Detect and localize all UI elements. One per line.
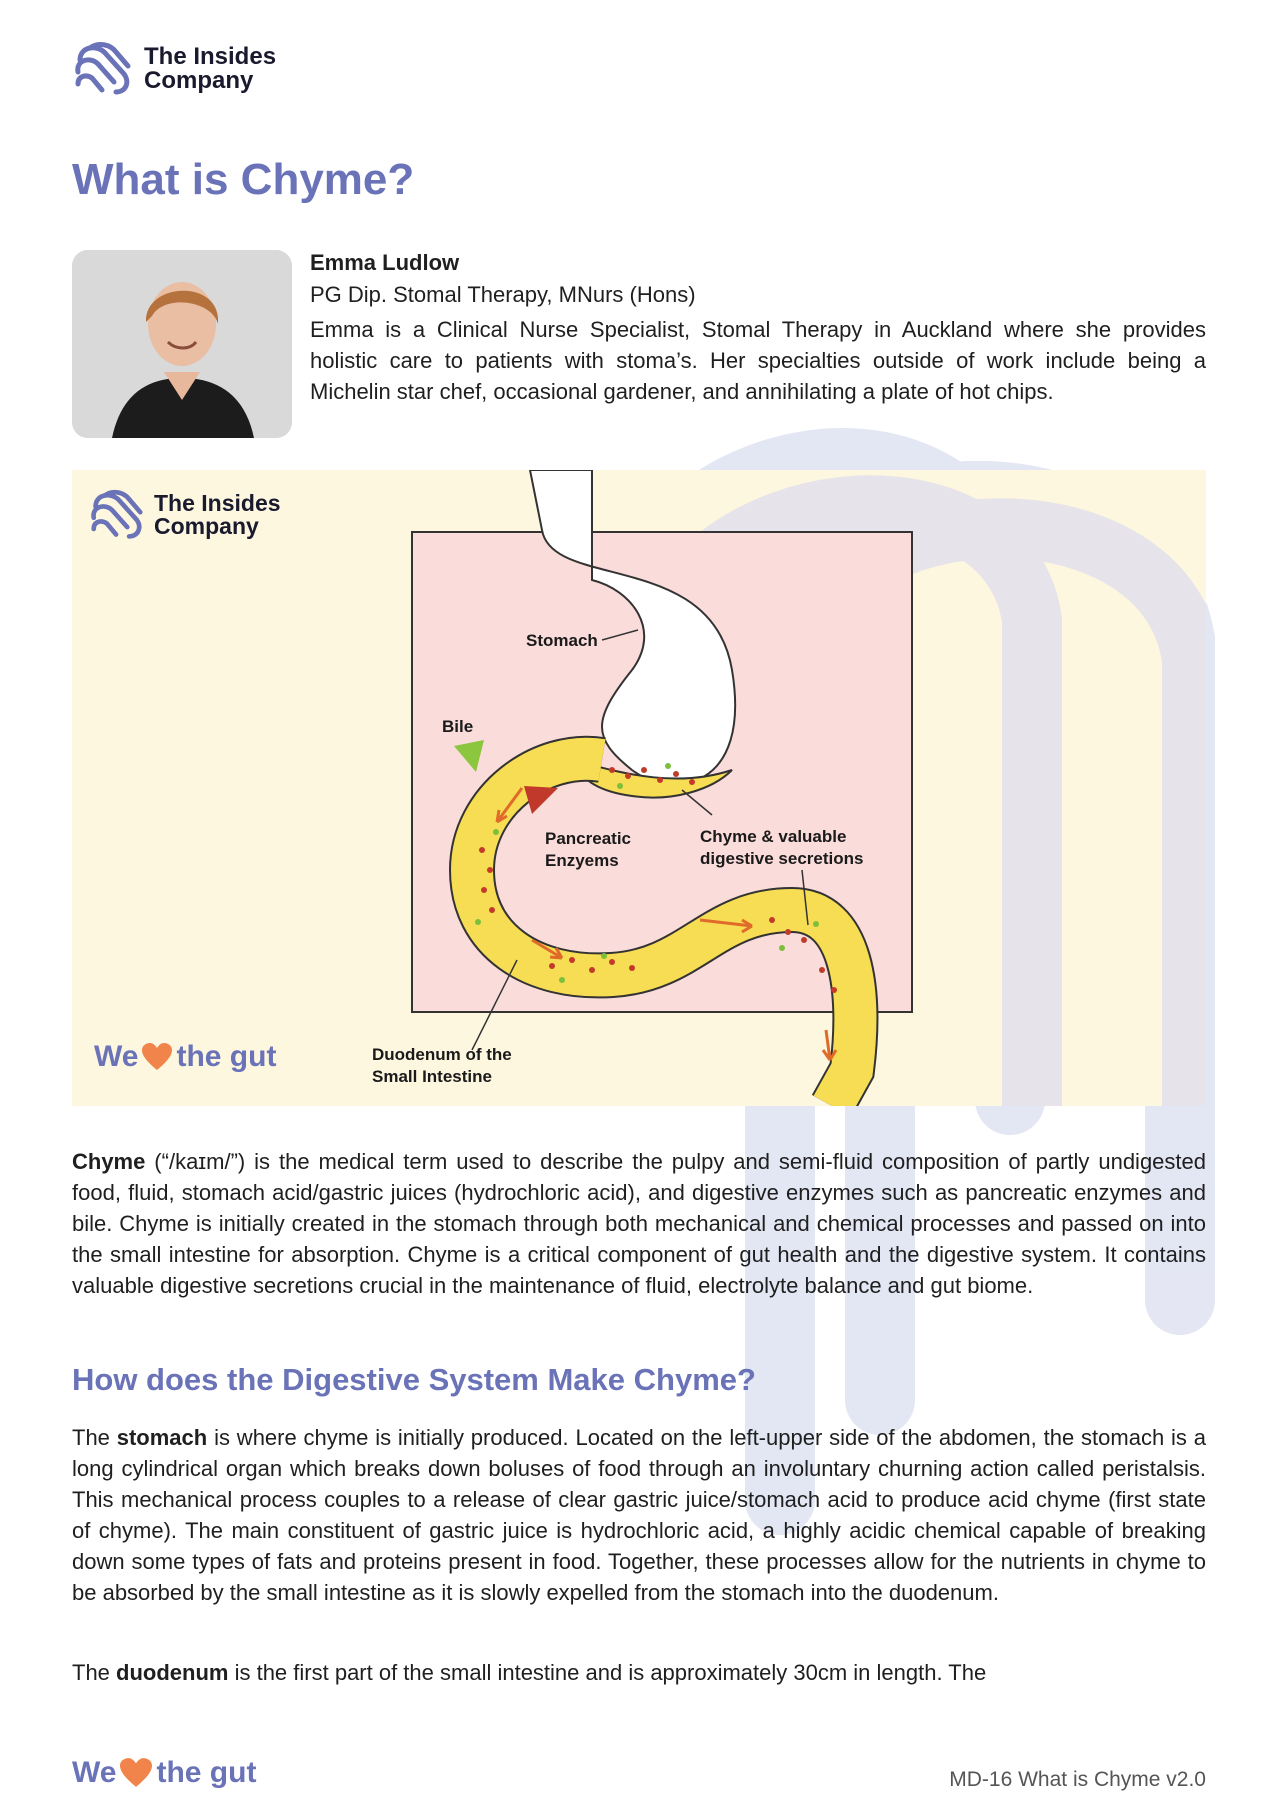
page-title: What is Chyme? (72, 155, 415, 204)
brand-name-line2: Company (144, 67, 254, 94)
intro-paragraph (72, 1146, 1206, 1301)
brand-name (154, 492, 281, 538)
heart-icon (120, 1758, 152, 1788)
tagline-we: We (72, 1756, 117, 1789)
stomach-paragraph (72, 1422, 1206, 1608)
chyme-diagram-figure (72, 470, 1206, 1106)
digestive-diagram (72, 470, 1206, 1106)
document-code: MD-16 What is Chyme v2.0 (949, 1768, 1206, 1791)
stomach-lead: The (72, 1425, 117, 1450)
brand-name-line1: The Insides (154, 490, 281, 516)
section-heading: How does the Digestive System Make Chyme? (72, 1362, 756, 1397)
brand-name (144, 45, 276, 93)
figure-logo (88, 488, 281, 542)
header-logo[interactable] (72, 40, 276, 98)
tagline-we: We (94, 1040, 139, 1073)
author-bio: Emma is a Clinical Nurse Specialist, Stomal Therapy in Auckland where she provides holistic care to patients with stoma’s. Her specialties outside of work include being a Michelin star chef, occasional gardener, and annihilating a plate of hot chips. (310, 317, 1206, 404)
tagline-gut: the gut (176, 1040, 277, 1073)
figure-tagline (94, 1040, 276, 1074)
duodenum-term: duodenum (116, 1660, 229, 1685)
intro-pronunciation: (“/kaɪm/”) (145, 1149, 246, 1174)
footer-tagline (72, 1756, 256, 1790)
brand-logo-icon (72, 40, 134, 98)
author-info (310, 250, 1206, 407)
author-name: Emma Ludlow (310, 250, 460, 275)
author-credentials: PG Dip. Stomal Therapy, MNurs (Hons) (310, 282, 696, 307)
stomach-term: stomach (116, 1425, 208, 1450)
label-chyme-line2: digestive secretions (700, 849, 864, 868)
label-pancreatic-line2: Enzyems (545, 851, 619, 870)
brand-name-line2: Company (154, 513, 259, 539)
intro-text: is the medical term used to describe the pulpy and semi-fluid composition of partly undigested food, fluid, stomach acid/gastric juices (hydrochloric acid), and digestive enzymes such as pancreatic enzymes and bile. Chyme is initially created in the stomach through both mechanical and chemical processes and passed on into the small intestine for absorption. Chyme is a critical component of gut health and the digestive system. It contains valuable digestive secretions crucial in the maintenance of fluid, electrolyte balance and gut biome. (72, 1149, 1206, 1298)
label-chyme-line1: Chyme & valuable (700, 827, 847, 846)
label-bile: Bile (442, 717, 474, 736)
duodenum-lead: The (72, 1660, 117, 1685)
stomach-text: is where chyme is initially produced. Located on the left-upper side of the abdomen, the stomach is a long cylindrical organ which breaks down boluses of food through an involuntary churning action called peristalsis. This mechanical process couples to a release of clear gastric juice/stomach acid to produce acid chyme (first state of chyme). The main constituent of gastric juice is hydrochloric acid, a highly acidic chemical capable of breaking down some types of fats and proteins present in food. Together, these processes allow for the nutrients in chyme to be absorbed by the small intestine as it is slowly expelled from the stomach into the duodenum. (72, 1425, 1206, 1605)
author-photo (72, 250, 292, 438)
duodenum-paragraph (72, 1657, 1206, 1688)
label-stomach: Stomach (526, 631, 598, 650)
intro-term: Chyme (72, 1149, 146, 1174)
brand-name-line1: The Insides (144, 43, 277, 70)
label-duodenum-line2: Small Intestine (372, 1067, 492, 1086)
tagline-gut: the gut (156, 1756, 257, 1789)
author-block (72, 250, 1206, 440)
heart-icon (142, 1043, 172, 1071)
duodenum-text: is the first part of the small intestine and is approximately 30cm in length. The (228, 1660, 987, 1685)
label-pancreatic-line1: Pancreatic (545, 829, 631, 848)
label-duodenum-line1: Duodenum of the (372, 1045, 512, 1064)
brand-logo-icon (88, 488, 146, 542)
